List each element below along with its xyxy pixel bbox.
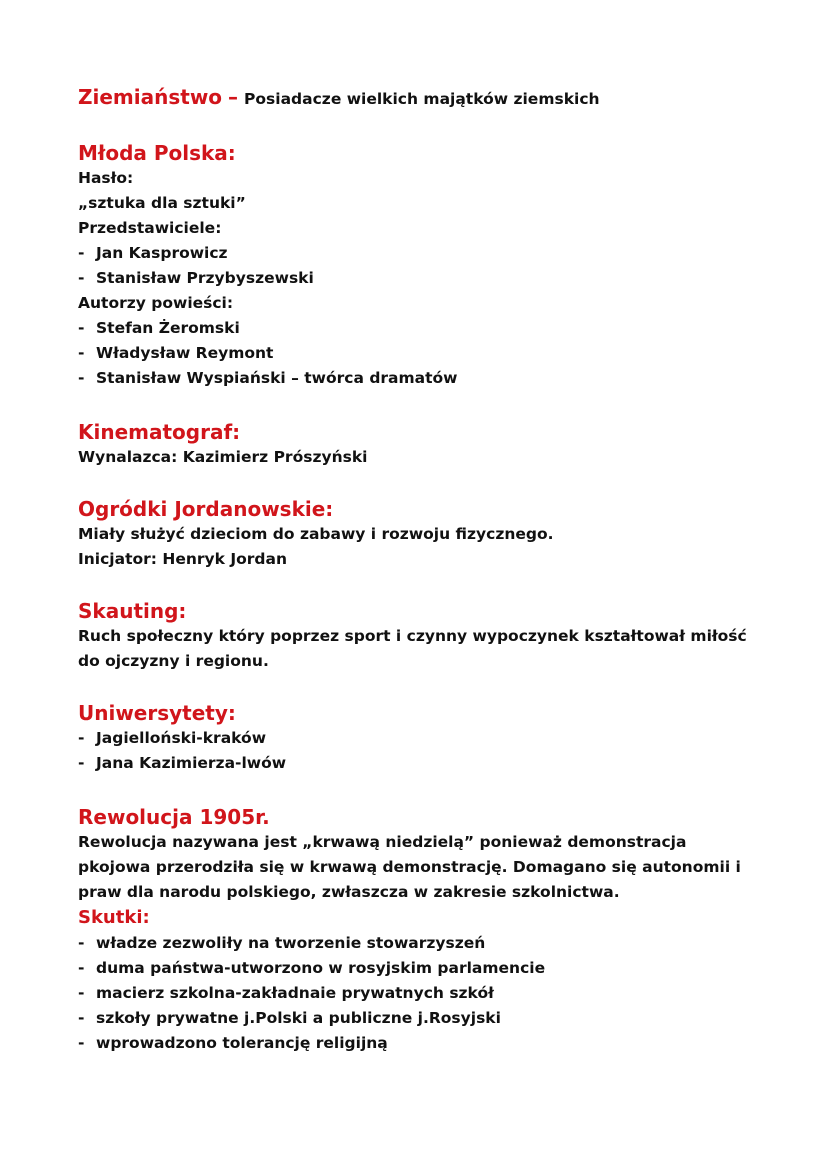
- list-item: - Władysław Reymont: [78, 341, 768, 366]
- section-uniwersytety: [78, 700, 768, 776]
- przedstawiciele-label: Przedstawiciele:: [78, 219, 222, 237]
- list-marker: -: [78, 934, 85, 952]
- ziemianstwo-definition: Posiadacze wielkich majątków ziemskich: [244, 90, 600, 108]
- autorzy-label: Autorzy powieści:: [78, 294, 234, 312]
- section-ogrodki: [78, 496, 768, 572]
- list-marker: -: [78, 754, 85, 772]
- list-item: - Stefan Żeromski: [78, 316, 768, 341]
- list-item: - szkoły prywatne j.Polski a publiczne j.Rosyjski: [78, 1006, 768, 1031]
- mloda-polska-heading: Młoda Polska:: [78, 141, 236, 165]
- list-item: - Jana Kazimierza-lwów: [78, 751, 768, 776]
- uniwersytety-list: [78, 726, 768, 776]
- list-marker: -: [78, 369, 85, 387]
- uniwersytety-heading: Uniwersytety:: [78, 701, 236, 725]
- list-marker: -: [78, 729, 85, 747]
- list-item: - Stanisław Przybyszewski: [78, 266, 768, 291]
- autorzy-list: [78, 316, 768, 391]
- haslo-value: „sztuka dla sztuki”: [78, 194, 246, 212]
- ziemianstwo-row: [78, 84, 768, 110]
- ziemianstwo-term: Ziemiaństwo: [78, 85, 223, 109]
- section-rewolucja: [78, 804, 768, 1056]
- section-kinematograf: [78, 419, 768, 470]
- document-page: [78, 84, 768, 1056]
- list-item: - Jagielloński-kraków: [78, 726, 768, 751]
- skauting-text: Ruch społeczny który poprzez sport i czynny wypoczynek kształtował miłość do ojczyzny i regionu.: [78, 627, 747, 670]
- ogrodki-heading: Ogródki Jordanowskie:: [78, 497, 334, 521]
- list-marker: -: [78, 984, 85, 1002]
- ziemianstwo-separator: –: [228, 85, 239, 109]
- skutki-list: [78, 931, 768, 1056]
- list-marker: -: [78, 319, 85, 337]
- list-marker: -: [78, 959, 85, 977]
- list-marker: -: [78, 1034, 85, 1052]
- kinematograf-line: Wynalazca: Kazimierz Prószyński: [78, 448, 368, 466]
- section-mloda-polska: [78, 140, 768, 391]
- list-marker: -: [78, 344, 85, 362]
- list-item: - władze zezwoliły na tworzenie stowarzyszeń: [78, 931, 768, 956]
- ogrodki-line-2: Inicjator: Henryk Jordan: [78, 550, 287, 568]
- list-item: - macierz szkolna-zakładnaie prywatnych szkół: [78, 981, 768, 1006]
- list-item: - duma państwa-utworzono w rosyjskim parlamencie: [78, 956, 768, 981]
- haslo-label: Hasło:: [78, 169, 134, 187]
- list-marker: -: [78, 1009, 85, 1027]
- list-item: - Jan Kasprowicz: [78, 241, 768, 266]
- rewolucja-text: Rewolucja nazywana jest „krwawą niedzielą” ponieważ demonstracja pkojowa przerodziła się w krwawą demonstrację. Domagano się autonomii i praw dla narodu polskiego, zwłaszcza w zakresie szkolnictwa.: [78, 833, 741, 901]
- skutki-heading: Skutki:: [78, 907, 150, 928]
- section-skauting: [78, 598, 768, 674]
- ogrodki-line-1: Miały służyć dzieciom do zabawy i rozwoju fizycznego.: [78, 525, 554, 543]
- rewolucja-heading: Rewolucja 1905r.: [78, 805, 270, 829]
- list-item: - Stanisław Wyspiański – twórca dramatów: [78, 366, 768, 391]
- list-marker: -: [78, 269, 85, 287]
- skauting-heading: Skauting:: [78, 599, 187, 623]
- przedstawiciele-list: [78, 241, 768, 291]
- kinematograf-heading: Kinematograf:: [78, 420, 241, 444]
- list-item: - wprowadzono tolerancję religijną: [78, 1031, 768, 1056]
- list-marker: -: [78, 244, 85, 262]
